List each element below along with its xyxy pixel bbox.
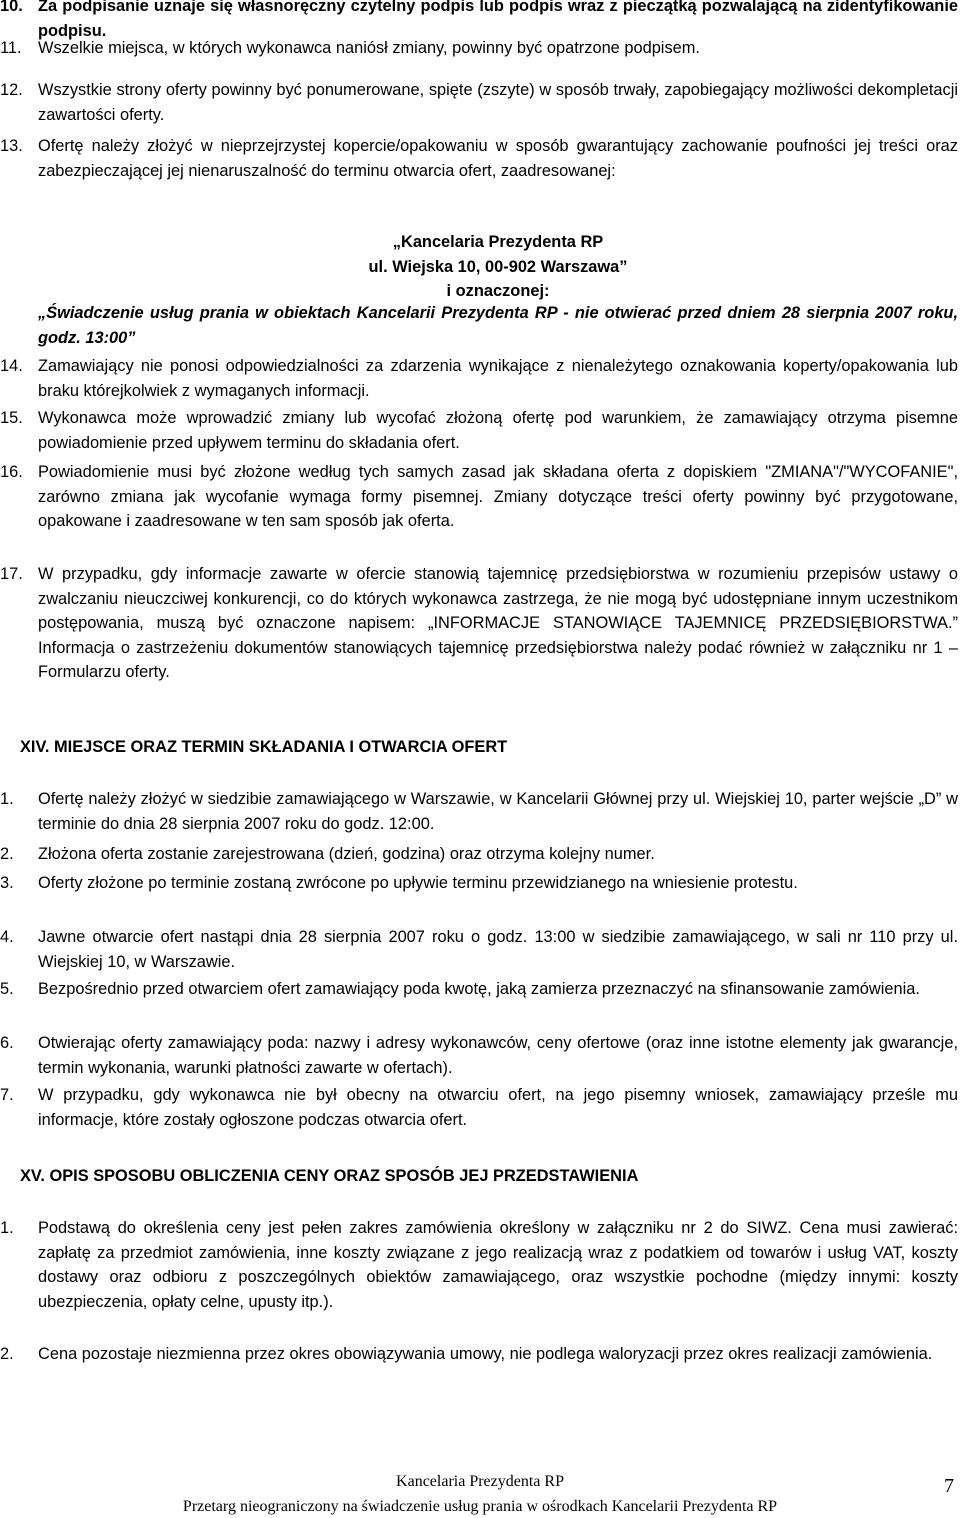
list-item-12 [0,78,958,127]
list-item-16 [0,460,958,534]
item-text: Zamawiający nie ponosi odpowiedzialności za zdarzenia wynikające z nienależytego oznakowania koperty/opakowania lub braku którejkolwiek z wymaganych informacji. [38,357,958,400]
item-text: Za podpisanie uznaje się własnoręczny czytelny podpis lub podpis wraz z pieczątką pozwalającą na zidentyfikowanie podpisu. [38,0,958,40]
list-item-xiv-5 [0,977,958,1002]
list-item-xv-2 [0,1342,958,1367]
item-text: Cena pozostaje niezmienna przez okres obowiązywania umowy, nie podlega waloryzacji przez okres realizacji zamówienia. [38,1345,933,1363]
item-text: Powiadomienie musi być złożone według tych samych zasad jak składana oferta z dopiskiem "ZMIANA"/"WYCOFANIE", zarówno zmiana jak wycofanie wymaga formy pisemnej. Zmiany dotyczące treści oferty powinny być przygotowane, opakowane i zaadresowane w ten sam sposób jak oferta. [38,463,958,530]
item-text: Wszelkie miejsca, w których wykonawca naniósł zmiany, powinny być opatrzone podpisem. [38,39,700,57]
list-item-xiv-1 [0,787,958,836]
list-item-xiv-6 [0,1031,958,1080]
item-number: 16. [0,463,23,481]
list-item-15 [0,406,958,455]
item-text: Wykonawca może wprowadzić zmiany lub wycofać złożoną ofertę pod warunkiem, że zamawiający otrzyma pisemne powiadomienie przed upływem terminu do składania ofert. [38,409,958,452]
item-text: Ofertę należy złożyć w nieprzejrzystej kopercie/opakowaniu w sposób gwarantujący zachowanie poufności jej treści oraz zabezpieczającej jej nienaruszalność do terminu otwarcia ofert, zaadresowanej: [38,137,958,180]
item-number: 7. [0,1086,14,1104]
list-item-xv-1 [0,1216,958,1314]
list-item-13 [0,134,958,183]
item-text: Podstawą do określenia ceny jest pełen zakres zamówienia określony w załączniku nr 2 do SIWZ. Cena musi zawierać: zapłatę za przedmiot zamówienia, inne koszty związane z jego realizacją wraz z podatkiem od towarów i usług VAT, koszty dostawy oraz odbioru z poszczególnych obiektów zamawiającego, oraz wszystkie pochodne (między innymi: koszty ubezpieczenia, opłaty celne, upusty itp.). [38,1219,958,1311]
item-number: 1. [0,790,14,808]
item-text: Wszystkie strony oferty powinny być ponumerowane, spięte (zszyte) w sposób trwały, zapobiegający możliwości dekompletacji zawartości oferty. [38,81,958,124]
item-number: 5. [0,980,14,998]
item-number: 12. [0,81,23,99]
item-text: W przypadku, gdy wykonawca nie był obecny na otwarciu ofert, na jego pisemny wniosek, zamawiający prześle mu informacje, które zostały ogłoszone podczas otwarcia ofert. [38,1086,958,1129]
list-item-xiv-2 [0,842,958,867]
item-number: 6. [0,1034,14,1052]
item-number: 4. [0,928,14,946]
item-text: Oferty złożone po terminie zostaną zwrócone po upływie terminu przewidzianego na wniesienie protestu. [38,874,798,892]
item-number: 14. [0,357,23,375]
item-number: 10. [0,0,23,15]
page-number: 7 [944,1475,954,1497]
address-line-3: i oznaczonej: [446,282,550,300]
list-item-xiv-7 [0,1083,958,1132]
item-text: Bezpośrednio przed otwarciem ofert zamawiający poda kwotę, jaką zamierza przeznaczyć na sfinansowanie zamówienia. [38,980,920,998]
list-item-11 [0,36,958,61]
list-item-14 [0,354,958,403]
item-text: W przypadku, gdy informacje zawarte w ofercie stanowią tajemnicę przedsiębiorstwa w rozumieniu przepisów ustawy o zwalczaniu nieuczciwej konkurencji, co do których wykonawca zastrzega, że nie mogą być udostępniane innym uczestnikom postępowania, muszą być oznaczone napisem: „INFORMACJE STANOWIĄCE TAJEMNICĘ PRZEDSIĘBIORSTWA.” Informacja o zastrzeżeniu dokumentów stanowiących tajemnicę przedsiębiorstwa należy podać również w załączniku nr 1 – Formularzu oferty. [38,565,958,681]
item-text: Jawne otwarcie ofert nastąpi dnia 28 sierpnia 2007 roku o godz. 13:00 w siedzibie zamawiającego, w sali nr 110 przy ul. Wiejskiej 10, w Warszawie. [38,928,958,971]
item-text: Złożona oferta zostanie zarejestrowana (dzień, godzina) oraz otrzyma kolejny numer. [38,845,655,863]
item-number: 17. [0,565,23,583]
item-number: 3. [0,874,14,892]
address-line-1: „Kancelaria Prezydenta RP [392,233,604,251]
item-number: 15. [0,409,23,427]
item-number: 13. [0,137,23,155]
list-item-17 [0,562,958,685]
item-number: 1. [0,1219,14,1237]
section-heading-xiv: XIV. MIEJSCE ORAZ TERMIN SKŁADANIA I OTWARCIA OFERT [20,738,508,756]
item-number: 2. [0,1345,14,1363]
item-number: 2. [0,845,14,863]
item-text: Otwierając oferty zamawiający poda: nazwy i adresy wykonawców, ceny ofertowe (oraz inne istotne elementy jak gwarancje, termin wykonania, warunki płatności zawarte w ofertach). [38,1034,958,1077]
list-item-xiv-3 [0,871,958,896]
item-text: Ofertę należy złożyć w siedzibie zamawiającego w Warszawie, w Kancelarii Głównej przy ul. Wiejskiej 10, parter wejście „D” w terminie do dnia 28 sierpnia 2007 roku do godz. 12:00. [38,790,958,833]
list-item-xiv-4 [0,925,958,974]
address-line-2: ul. Wiejska 10, 00-902 Warszawa” [368,258,628,276]
footer-organization: Kancelaria Prezydenta RP [396,1473,564,1490]
section-heading-xv: XV. OPIS SPOSOBU OBLICZENIA CENY ORAZ SPOSÓB JEJ PRZEDSTAWIENIA [20,1167,639,1185]
envelope-label: „Świadczenie usług prania w obiektach Kancelarii Prezydenta RP - nie otwierać przed dniem 28 sierpnia 2007 roku, godz. 13:00” [38,304,958,347]
item-number: 11. [0,39,22,57]
footer-tender-title: Przetarg nieograniczony na świadczenie usług prania w ośrodkach Kancelarii Prezydenta RP [182,1498,778,1515]
